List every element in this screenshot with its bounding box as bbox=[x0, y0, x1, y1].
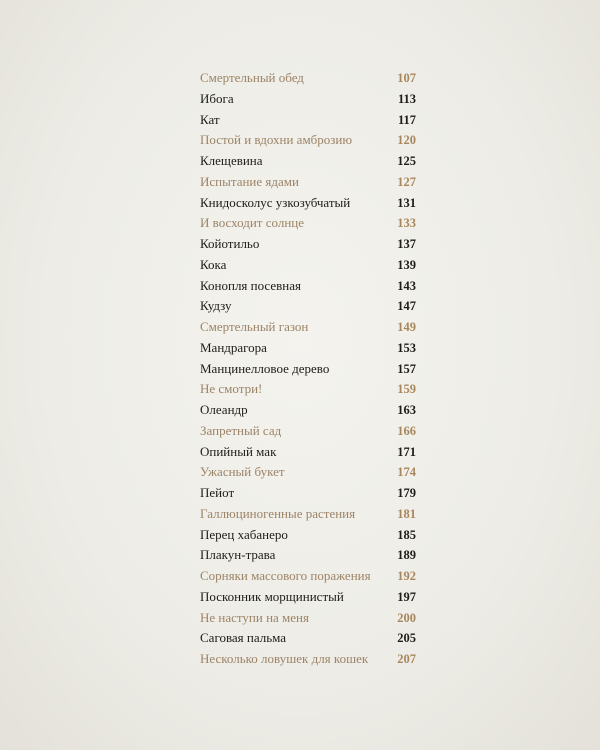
toc-page-number: 113 bbox=[397, 91, 416, 106]
toc-entry bbox=[200, 151, 416, 172]
toc-page-number: 192 bbox=[397, 569, 416, 583]
toc-page-number: 174 bbox=[397, 465, 416, 480]
toc-entry bbox=[200, 442, 416, 463]
toc-entry-title: Опийный мак bbox=[200, 443, 277, 459]
toc-entry-title: Несколько ловушек для кошек bbox=[200, 651, 369, 666]
toc-entry bbox=[200, 587, 416, 608]
toc-entry-title: Запретный сад bbox=[200, 422, 282, 438]
toc-entry-title: Плакун-трава bbox=[200, 547, 276, 563]
toc-entry-title: Не смотри! bbox=[200, 381, 263, 397]
toc-entry-title: Кудзу bbox=[200, 298, 232, 314]
toc-page-number: 205 bbox=[397, 631, 416, 646]
toc-entry bbox=[200, 110, 416, 131]
toc-entry bbox=[200, 483, 416, 504]
toc-page-number: 143 bbox=[397, 278, 416, 293]
toc-section-heading bbox=[200, 608, 416, 629]
toc-entry bbox=[200, 89, 416, 110]
toc-entry-title: Книдосколус узкозубчатый bbox=[200, 194, 351, 210]
toc-entry-title: Кока bbox=[200, 256, 227, 272]
toc-entry-title: Конопля посевная bbox=[200, 277, 301, 293]
toc-entry bbox=[200, 276, 416, 297]
toc-entry bbox=[200, 628, 416, 649]
toc-page-number: 171 bbox=[397, 444, 416, 459]
toc-entry bbox=[200, 400, 416, 421]
toc-section-heading bbox=[200, 172, 416, 193]
toc-section-heading bbox=[200, 421, 416, 442]
toc-section-heading bbox=[200, 462, 416, 483]
toc-section-heading bbox=[200, 379, 416, 400]
toc-page-number: 197 bbox=[397, 589, 416, 604]
toc-section-heading bbox=[200, 130, 416, 151]
toc-entry bbox=[200, 234, 416, 255]
toc-page-number: 147 bbox=[397, 299, 416, 314]
toc-entry-title: Не наступи на меня bbox=[200, 609, 309, 625]
toc-entry bbox=[200, 193, 416, 214]
toc-entry-title: Посконник морщинистый bbox=[200, 588, 344, 604]
toc-page-number: 157 bbox=[397, 361, 416, 376]
table-of-contents bbox=[200, 68, 416, 670]
toc-section-heading bbox=[200, 566, 416, 587]
toc-entry-title: Ужасный букет bbox=[200, 464, 285, 480]
toc-page-number: 131 bbox=[397, 195, 416, 210]
toc-entry-title: Клещевина bbox=[200, 153, 263, 168]
toc-page-number: 207 bbox=[397, 652, 416, 666]
toc-entry-title: Ибога bbox=[200, 90, 234, 106]
toc-entry-title: Мандрагора bbox=[200, 339, 267, 355]
toc-entry-title: Смертельный газон bbox=[200, 319, 309, 334]
toc-page-number: 120 bbox=[397, 133, 416, 148]
toc-page-number: 200 bbox=[397, 610, 416, 625]
toc-entry-title: Перец хабанеро bbox=[200, 526, 288, 542]
toc-page-number: 166 bbox=[397, 423, 416, 438]
toc-entry bbox=[200, 359, 416, 380]
toc-entry-title: Кат bbox=[200, 111, 220, 127]
toc-page-number: 125 bbox=[397, 154, 416, 168]
toc-entry-title: Галлюциногенные растения bbox=[200, 505, 356, 521]
toc-entry-title: И восходит солнце bbox=[200, 215, 305, 231]
toc-page-number: 133 bbox=[397, 216, 416, 231]
toc-page-number: 127 bbox=[397, 174, 416, 189]
toc-entry-title: Испытание ядами bbox=[200, 173, 299, 189]
toc-page-number: 107 bbox=[397, 71, 416, 85]
toc-page-number: 163 bbox=[397, 403, 416, 417]
toc-page-number: 153 bbox=[397, 340, 416, 355]
toc-entry bbox=[200, 338, 416, 359]
toc-page-number: 159 bbox=[397, 382, 416, 397]
toc-entry-title: Саговая пальма bbox=[200, 630, 287, 646]
toc-page-number: 117 bbox=[397, 112, 416, 127]
toc-page-number: 137 bbox=[397, 237, 416, 251]
toc-section-heading bbox=[200, 213, 416, 234]
toc-entry-title: Пейот bbox=[200, 485, 235, 500]
toc-page-number: 185 bbox=[397, 527, 416, 542]
toc-page-number: 139 bbox=[397, 257, 416, 272]
toc-section-heading bbox=[200, 504, 416, 525]
toc-page-number: 179 bbox=[397, 486, 416, 500]
toc-page-number: 189 bbox=[397, 548, 416, 563]
toc-entry-title: Олеандр bbox=[200, 402, 248, 417]
toc-page-number: 149 bbox=[397, 320, 416, 334]
toc-entry-title: Койотильо bbox=[200, 236, 260, 251]
toc-entry-title: Смертельный обед bbox=[200, 70, 304, 85]
toc-entry-title: Манцинелловое дерево bbox=[200, 360, 330, 376]
toc-section-heading bbox=[200, 68, 416, 89]
toc-entry bbox=[200, 255, 416, 276]
toc-entry bbox=[200, 545, 416, 566]
toc-entry bbox=[200, 296, 416, 317]
toc-section-heading bbox=[200, 317, 416, 338]
toc-page-number: 181 bbox=[397, 506, 416, 521]
toc-entry-title: Постой и вдохни амброзию bbox=[200, 132, 353, 148]
toc-section-heading bbox=[200, 649, 416, 670]
toc-entry bbox=[200, 525, 416, 546]
toc-entry-title: Сорняки массового поражения bbox=[200, 568, 371, 583]
